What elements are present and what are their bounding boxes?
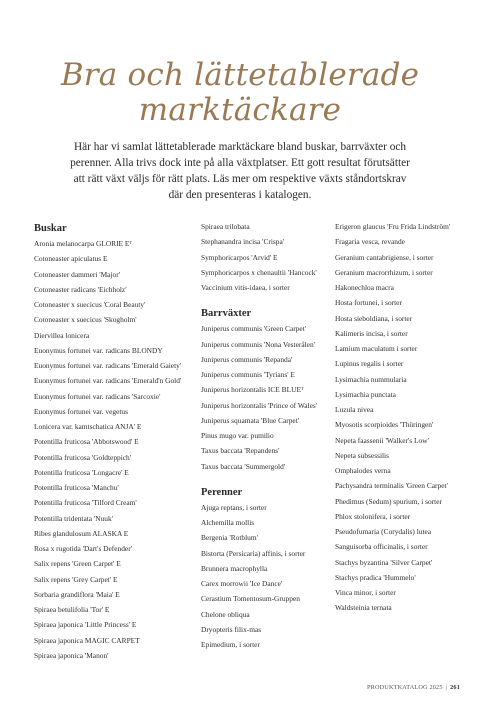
plant-list-item: Lysimachia nummularia bbox=[335, 374, 407, 384]
plant-list-item: Potentilla fruticosa 'Abbotswood' E bbox=[34, 437, 139, 447]
plant-list-item: Rosa x rugotida 'Dart's Defender' bbox=[34, 544, 132, 553]
catalog-name: PRODUKTKATALOG 2025 bbox=[366, 684, 443, 691]
plant-list-item: Symphoricarpos 'Arvid' E bbox=[201, 252, 278, 262]
plant-list-item: Juniperus communis 'Green Carpet' bbox=[201, 324, 307, 334]
plant-list-item: Juniperus communis 'Nona Vesterålen' bbox=[201, 339, 315, 349]
plant-list-item: Cotoneaster x suecicus 'Skogholm' bbox=[34, 315, 137, 325]
plant-list-item: Myosotis scorpioides 'Thüringen' bbox=[335, 420, 434, 430]
plant-list-item: Cotoneaster radicans 'Eichholz' bbox=[34, 284, 127, 294]
plant-list-item: Cotoneaster x suecicus 'Coral Beauty' bbox=[34, 300, 146, 309]
plant-list-item: Juniperus squamata 'Blue Carpet' bbox=[201, 415, 300, 425]
plant-list-item: Taxus baccata 'Repandens' bbox=[201, 446, 280, 456]
column-3 bbox=[335, 222, 470, 619]
plant-list-item: Spiraea japonica 'Manon' bbox=[34, 650, 109, 660]
plant-list-item: Stephanandra incisa 'Crispa' bbox=[201, 237, 285, 247]
column-2 bbox=[201, 222, 331, 655]
plant-list-item: Spiraea betulifolia 'Tor' E bbox=[34, 605, 110, 614]
plant-list-item: Lonicera var. kamtschatica ANJA' E bbox=[34, 422, 142, 431]
plant-list-item: Waldsteinia ternata bbox=[335, 603, 392, 613]
plant-list-item: Cotoneaster dammeri 'Major' bbox=[34, 269, 120, 279]
intro-paragraph: Här har vi samlat lättetablerade marktäckare bland buskar, barrväxter och perenner. Alla trivs dock inte på alla växtplatser. Ett gott resultat förutsätter att rätt växt väljs för rätt plats. Läs mer om respektive växts ståndortskrav där den presenteras i katalogen. bbox=[70, 141, 410, 201]
plant-list-item: Lamium maculatum i sorter bbox=[335, 344, 418, 353]
column-1 bbox=[34, 222, 194, 666]
plant-list-item: Hosta fortunei, i sorter bbox=[335, 298, 402, 308]
plant-list-item: Spiraea japonica MAGIC CARPET bbox=[34, 635, 140, 645]
plant-list-item: Euonymus fortunei var. radicans BLONDY bbox=[34, 345, 163, 355]
plant-list-item: Phlox stolonifera, i sorter bbox=[335, 511, 411, 521]
plant-list-item: Juniperus horizontalis 'Prince of Wales' bbox=[201, 400, 318, 410]
plant-list-item: Fragaria vesca, revande bbox=[335, 237, 405, 247]
plant-list-item: Euonymus fortunei var. radicans 'Emerald'n Gold' bbox=[34, 376, 182, 386]
plant-list-item: Euonymus fortunei var. radicans 'Emerald Gaiety' bbox=[34, 361, 182, 370]
plant-list-item: Carex morrowii 'Ice Dance' bbox=[201, 579, 283, 588]
plant-list-item: Euonymus fortunei var. vegetus bbox=[34, 406, 129, 416]
plant-list-item: Potentilla fruticosa 'Goldteppich' bbox=[34, 452, 132, 462]
plant-list-item: Diervillea lonicera bbox=[34, 330, 90, 340]
plant-list-item: Omphalodes verna bbox=[335, 466, 391, 475]
plant-list-item: Lysimachia punctata bbox=[335, 389, 396, 399]
plant-list-item: Dryopteris filix-mas bbox=[201, 624, 262, 634]
section-heading-perenner: Perenner bbox=[201, 486, 243, 498]
plant-list-item: Stachys pradica 'Hummelo' bbox=[335, 572, 416, 582]
plant-list-item: Alchemilla mollis bbox=[201, 518, 255, 527]
plant-list-item: Kalimeris incisa, i sorter bbox=[335, 328, 408, 338]
plant-list-item: Lupinus regalis i sorter bbox=[335, 359, 404, 369]
plant-list-item: Potentilla fruticosa 'Tilford Cream' bbox=[34, 498, 137, 508]
plant-list-item: Ribes glandulosum ALASKA E bbox=[34, 528, 129, 538]
page-title bbox=[0, 58, 480, 128]
plant-list-item: Vaccinium vitis-idaea, i sorter bbox=[201, 283, 290, 292]
plant-list-item: Nepeta subsessilis bbox=[335, 450, 389, 460]
plant-list-item: Juniperus communis 'Repanda' bbox=[201, 354, 293, 364]
plant-list-item: Spiraea trilobata bbox=[201, 222, 250, 231]
plant-list-item: Phedimus (Sedum) spurium, i sorter bbox=[335, 496, 442, 506]
plant-list-item: Salix repens 'Green Carpet' E bbox=[34, 559, 121, 569]
plant-list-item: Potentilla tridentata 'Nuuk' bbox=[34, 513, 114, 523]
plant-list-item: Ajuga reptans, i sorter bbox=[201, 502, 267, 512]
plant-list-item: Potentilla fruticosa 'Manchu' bbox=[34, 483, 119, 492]
section-heading-buskar: Buskar bbox=[34, 223, 67, 234]
plant-list-item: Hakonechloa macra bbox=[335, 283, 394, 292]
buskar-list-continued bbox=[201, 222, 331, 298]
plant-list-item: Potentilla fruticosa 'Longacre' E bbox=[34, 467, 129, 477]
section-heading-barrvaxter: Barrväxter bbox=[201, 308, 252, 320]
plant-list-item: Juniperus horizontalis ICE BLUEᵀ bbox=[201, 385, 304, 395]
plant-list-item: Bergenia 'Rotblum' bbox=[201, 533, 258, 543]
plant-list-item: Taxus baccata 'Summergold' bbox=[201, 461, 286, 471]
plant-list-item: Geranium cantabrigiense, i sorter bbox=[335, 252, 434, 262]
footer-separator: | bbox=[445, 684, 448, 691]
plant-list-item: Stachys byzantina 'Silver Carpet' bbox=[335, 557, 433, 567]
plant-list-item: Cotoneaster apiculatus E bbox=[34, 254, 108, 264]
page-title-line-2: marktäckare bbox=[138, 92, 342, 128]
plant-list-item: Vinca minor, i sorter bbox=[335, 588, 396, 597]
plant-list-item: Pachysandra terminalis 'Green Carpet' bbox=[335, 481, 448, 491]
plant-list-item: Sanguisorba officinalis, i sorter bbox=[335, 542, 428, 552]
page-footer bbox=[367, 684, 460, 691]
page-number: 261 bbox=[450, 684, 460, 691]
plant-list-item: Bistorta (Persicaria) affinis, i sorter bbox=[201, 548, 306, 558]
plant-list-item: Chelone obliqua bbox=[201, 609, 250, 619]
page-title-line-1: Bra och lättetablerade bbox=[60, 57, 420, 93]
plant-list-item: Luzula nivea bbox=[335, 405, 374, 414]
plant-list-item: Erigeron glaucus 'Fru Frida Lindström' bbox=[335, 222, 451, 231]
perenner-list bbox=[201, 503, 331, 656]
plant-list-item: Brunnera macrophylla bbox=[201, 563, 268, 573]
plant-list-item: Hosta sieboldiana, i sorter bbox=[335, 313, 413, 323]
plant-list-item: Euonymus fortunei var. radicans 'Sarcoxie' bbox=[34, 391, 161, 401]
plant-list-item: Geranium macrorrhizum, i sorter bbox=[335, 267, 433, 277]
plant-list-item: Sorbaria grandiflora 'Maia' E bbox=[34, 589, 120, 599]
barrvaxter-list bbox=[201, 324, 331, 477]
plant-list-item: Pinus mugo var. pumilio bbox=[201, 431, 274, 440]
plant-list-item: Symphoricarpos x chenaultii 'Hancock' bbox=[201, 267, 317, 277]
plant-list-item: Spiraea japonica 'Little Princess' E bbox=[34, 620, 137, 630]
plant-list-item: Aronia melanocarpa GLORIE Eᵀ bbox=[34, 239, 133, 248]
plant-list-item: Pseudofumaria (Corydalis) lutea bbox=[335, 527, 432, 536]
buskar-list bbox=[34, 239, 194, 666]
plant-list-item: Epimedium, i sorter bbox=[201, 640, 260, 649]
plant-list-item: Nepeta faassenii 'Walker's Low' bbox=[335, 435, 429, 445]
perenner-list-continued bbox=[335, 222, 470, 619]
plant-list-item: Salix repens 'Grey Carpet' E bbox=[34, 574, 118, 584]
plant-list-item: Cerastium Tomentosum-Gruppen bbox=[201, 594, 300, 604]
plant-list-item: Juniperus communis 'Tyrians' E bbox=[201, 370, 295, 379]
